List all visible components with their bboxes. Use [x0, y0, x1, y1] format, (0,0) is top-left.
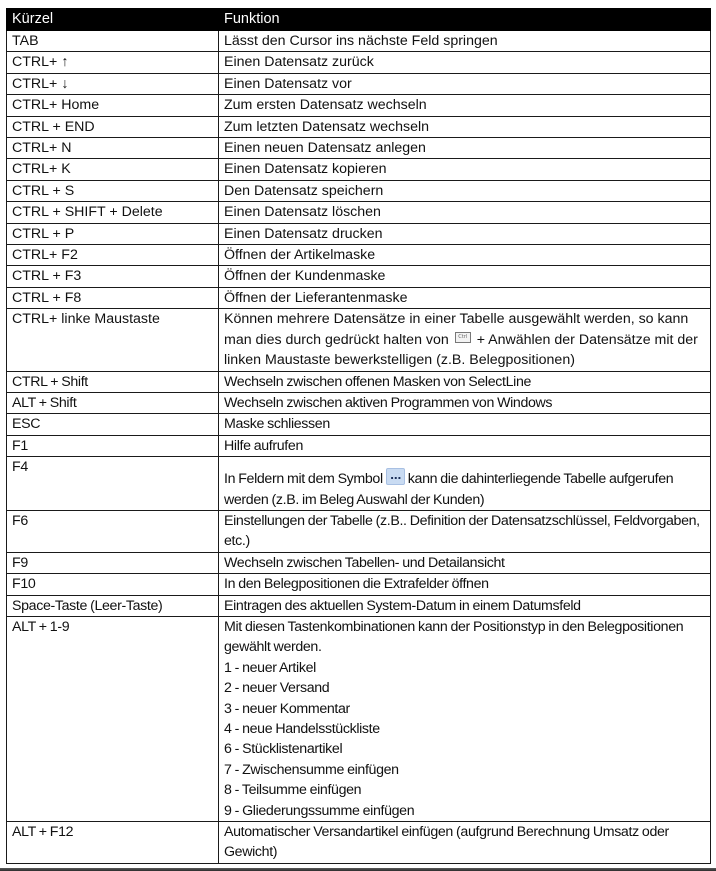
list-item: 2 - neuer Versand: [224, 680, 330, 697]
function-cell: Den Datensatz speichern: [219, 180, 711, 201]
table-row: [7, 309, 711, 371]
table-row: [7, 457, 711, 511]
description-text: In Feldern mit dem Symbol: [224, 471, 383, 488]
function-cell: Lässt den Cursor ins nächste Feld springen: [219, 31, 711, 52]
table-row: [7, 435, 711, 456]
function-cell: In den Belegpositionen die Extrafelder öffnen: [219, 574, 711, 595]
shortcut-cell: F10: [7, 574, 219, 595]
function-cell: [219, 616, 711, 821]
shortcut-cell: CTRL+ ↓: [7, 73, 219, 94]
list-item: 6 - Stücklistenartikel: [224, 741, 343, 758]
function-cell: Wechseln zwischen offenen Masken von SelectLine: [219, 371, 711, 392]
list-item: 4 - neue Handelsstückliste: [224, 721, 380, 737]
table-row: [7, 95, 711, 116]
function-cell: Wechseln zwischen aktiven Programmen von Windows: [219, 392, 711, 413]
ctrl-key-icon: Ctrl: [455, 332, 471, 343]
function-cell: Zum ersten Datensatz wechseln: [219, 95, 711, 116]
list-item: 3 - neuer Kommentar: [224, 700, 350, 717]
shortcut-cell: CTRL+ F2: [7, 245, 219, 266]
shortcut-cell: CTRL+ linke Maustaste: [7, 309, 219, 371]
table-row: [7, 822, 711, 864]
table-row: [7, 223, 711, 244]
shortcut-cell: F6: [7, 510, 219, 552]
table-row: [7, 414, 711, 435]
function-cell: Einen Datensatz drucken: [219, 223, 711, 244]
table-row: [7, 159, 711, 180]
table-header-row: [7, 9, 711, 31]
function-cell: Zum letzten Datensatz wechseln: [219, 116, 711, 137]
ellipsis-button-icon: …: [386, 468, 405, 485]
description-text: + Anwählen der Datensätze mit der linken Maustaste bewerkstelligen (z.B. Belegpositionen): [224, 331, 698, 369]
function-cell: Öffnen der Kundenmaske: [219, 266, 711, 287]
table-row: [7, 552, 711, 573]
function-cell: Einen Datensatz kopieren: [219, 159, 711, 180]
shortcut-cell: CTRL + SHIFT + Delete: [7, 202, 219, 223]
table-row: [7, 371, 711, 392]
function-cell: Einen Datensatz zurück: [219, 52, 711, 73]
function-cell: Einstellungen der Tabelle (z.B.. Definition der Datensatzschlüssel, Feldvorgaben, etc.): [219, 510, 711, 552]
shortcut-cell: CTRL + F8: [7, 287, 219, 308]
table-row: [7, 595, 711, 616]
function-cell: Öffnen der Artikelmaske: [219, 245, 711, 266]
shortcut-cell: ESC: [7, 414, 219, 435]
table-row: [7, 266, 711, 287]
shortcut-cell: TAB: [7, 31, 219, 52]
shortcut-cell: CTRL + S: [7, 180, 219, 201]
list-item: 1 - neuer Artikel: [224, 659, 316, 676]
function-cell: Wechseln zwischen Tabellen- und Detailansicht: [219, 552, 711, 573]
shortcut-cell: ALT + Shift: [7, 392, 219, 413]
function-cell: Öffnen der Lieferantenmaske: [219, 287, 711, 308]
column-header-function: Funktion: [219, 9, 711, 31]
function-cell: Einen neuen Datensatz anlegen: [219, 138, 711, 159]
description-text: kann die dahinterliegende Tabelle aufgerufen werden (z.B. im Beleg Auswahl der Kunden): [224, 471, 674, 508]
table-row: [7, 616, 711, 821]
function-cell: [219, 309, 711, 371]
table-row: [7, 116, 711, 137]
table-row: [7, 392, 711, 413]
table-row: [7, 574, 711, 595]
function-cell: Eintragen des aktuellen System-Datum in einem Datumsfeld: [219, 595, 711, 616]
list-item: 8 - Teilsumme einfügen: [224, 782, 362, 799]
function-cell: Hilfe aufrufen: [219, 435, 711, 456]
shortcut-cell: ALT + 1-9: [7, 616, 219, 821]
shortcut-cell: CTRL + END: [7, 116, 219, 137]
table-row: [7, 287, 711, 308]
shortcut-cell: CTRL + F3: [7, 266, 219, 287]
function-cell: [219, 457, 711, 511]
shortcut-cell: F1: [7, 435, 219, 456]
function-cell: Automatischer Versandartikel einfügen (aufgrund Berechnung Umsatz oder Gewicht): [219, 822, 711, 864]
table-row: [7, 52, 711, 73]
shortcut-cell: CTRL+ Home: [7, 95, 219, 116]
table-row: [7, 202, 711, 223]
table-row: [7, 73, 711, 94]
shortcut-cell: F4: [7, 457, 219, 511]
shortcut-cell: CTRL + Shift: [7, 371, 219, 392]
shortcut-cell: Space-Taste (Leer-Taste): [7, 595, 219, 616]
description-text: Mit diesen Tastenkombinationen kann der Positionstyp in den Belegpositionen gewählt werden.: [224, 618, 684, 656]
list-item: 7 - Zwischensumme einfügen: [224, 761, 399, 778]
function-cell: Einen Datensatz vor: [219, 73, 711, 94]
function-cell: Einen Datensatz löschen: [219, 202, 711, 223]
column-header-shortcut: Kürzel: [7, 9, 219, 31]
shortcut-cell: CTRL+ N: [7, 138, 219, 159]
function-cell: Maske schliessen: [219, 414, 711, 435]
table-row: [7, 510, 711, 552]
description-text: Können mehrere Datensätze in einer Tabelle ausgewählt werden, so kann man dies durch gedrückt halten von: [224, 311, 689, 348]
list-item: 9 - Gliederungssumme einfügen: [224, 802, 415, 819]
shortcut-cell: CTRL+ K: [7, 159, 219, 180]
table-row: [7, 245, 711, 266]
shortcut-cell: CTRL + P: [7, 223, 219, 244]
table-row: [7, 31, 711, 52]
shortcut-cell: CTRL+ ↑: [7, 52, 219, 73]
table-row: [7, 138, 711, 159]
shortcut-table: [6, 8, 711, 864]
shortcut-cell: F9: [7, 552, 219, 573]
table-row: [7, 180, 711, 201]
shortcut-cell: ALT + F12: [7, 822, 219, 864]
